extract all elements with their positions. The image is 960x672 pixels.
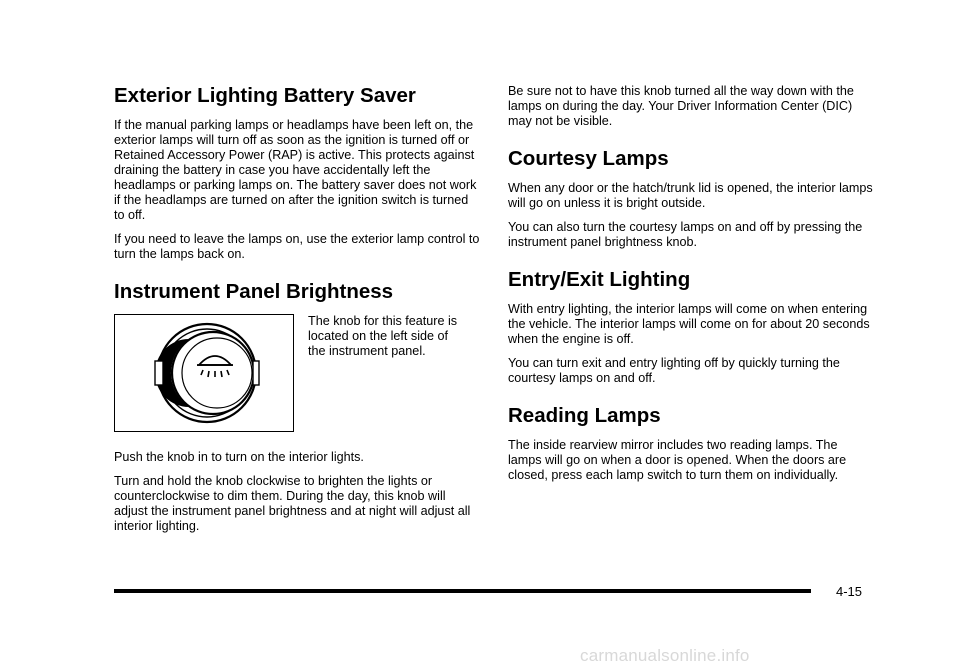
- paragraph: You can turn exit and entry lighting off by quickly turning the courtesy lamps on and off.: [508, 356, 840, 385]
- heading-courtesy-lamps: Courtesy Lamps: [508, 147, 669, 170]
- section-exterior-lighting-battery-saver: [114, 84, 480, 262]
- paragraph: The inside rearview mirror includes two reading lamps. The lamps will go on when a door is opened. When the doors are closed, press each lamp switch to turn them on individually.: [508, 438, 847, 482]
- heading-instrument-panel-brightness: Instrument Panel Brightness: [114, 280, 394, 303]
- paragraph: Turn and hold the knob clockwise to brighten the lights or counterclockwise to dim them. During the day, this knob will adjust the instrument panel brightness and at night will adjust all interior lighting.: [114, 474, 471, 533]
- figure-caption: The knob for this feature is located on the left side of the instrument panel.: [308, 314, 458, 358]
- section-reading-lamps: [508, 404, 874, 483]
- paragraph: When any door or the hatch/trunk lid is opened, the interior lamps will go on unless it is bright outside.: [508, 181, 873, 210]
- paragraph: If you need to leave the lamps on, use the exterior lamp control to turn the lamps back on.: [114, 232, 480, 261]
- paragraph: If the manual parking lamps or headlamps have been left on, the exterior lamps will turn off as soon as the ignition is turned off or Retained Accessory Power (RAP) is active. This protects against draining the battery in case you have accidentally left the headlamps or parking lamps on. The battery saver does not work if the headlamps are turned on after the ignition switch is turned to off.: [114, 118, 477, 222]
- paragraph: Be sure not to have this knob turned all the way down with the lamps on during the day. Your Driver Information Center (DIC) may not be visible.: [508, 84, 854, 128]
- section-courtesy-lamps: [508, 147, 874, 250]
- heading-entry-exit-lighting: Entry/Exit Lighting: [508, 268, 691, 291]
- figure-row: [114, 314, 480, 432]
- footer-rule: [114, 589, 811, 593]
- paragraph: With entry lighting, the interior lamps will come on when entering the vehicle. The interior lamps will come on for about 20 seconds when the engine is off.: [508, 302, 870, 346]
- paragraph: Push the knob in to turn on the interior lights.: [114, 450, 364, 464]
- right-column: [508, 84, 874, 501]
- heading-reading-lamps: Reading Lamps: [508, 404, 661, 427]
- section-instrument-panel-brightness: [114, 280, 480, 534]
- watermark: carmanualsonline.info: [580, 646, 750, 665]
- section-intro: [508, 84, 874, 129]
- knob-illustration: [114, 314, 294, 432]
- instrument-panel-brightness-knob-icon: [129, 317, 279, 429]
- page-number: 4-15: [836, 584, 863, 599]
- left-column: [114, 84, 480, 552]
- heading-exterior-lighting-battery-saver: Exterior Lighting Battery Saver: [114, 84, 416, 107]
- section-entry-exit-lighting: [508, 268, 874, 386]
- paragraph: You can also turn the courtesy lamps on and off by pressing the instrument panel brightness knob.: [508, 220, 863, 249]
